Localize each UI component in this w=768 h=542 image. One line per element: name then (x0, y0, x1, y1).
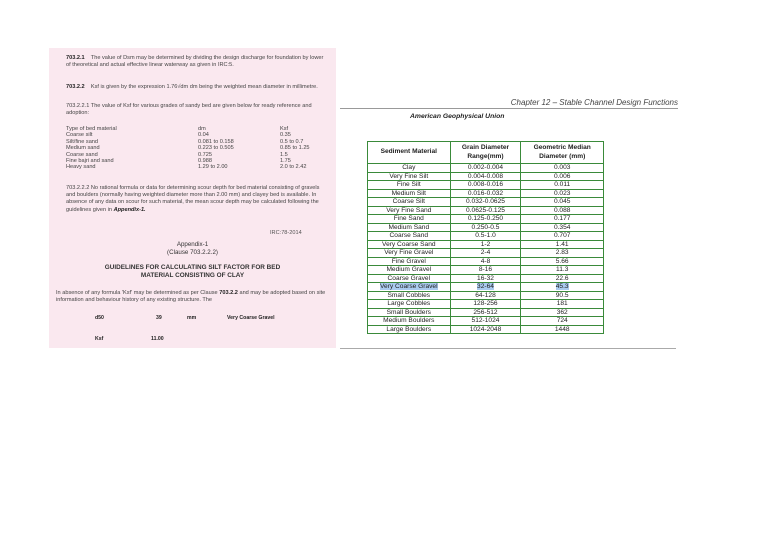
cell: 4-8 (450, 257, 521, 266)
cell: Coarse Gravel (368, 274, 451, 283)
cell: 1.5 (280, 151, 288, 158)
cell: Heavy sand (66, 164, 96, 171)
cell: 0.088 (521, 206, 604, 215)
cell: 1448 (521, 325, 604, 334)
cell: 2-4 (450, 249, 521, 258)
cell: 0.008-0.016 (450, 181, 521, 190)
table-row (368, 308, 604, 317)
cell: 724 (521, 317, 604, 326)
para-number: 703.2.2 (66, 84, 85, 90)
cell: Fine Gravel (368, 257, 451, 266)
cell: Small Boulders (368, 308, 451, 317)
appendix-title: Appendix-1 (176, 241, 209, 248)
appendix-clause: (Clause 703.2.2.2) (167, 248, 218, 256)
chapter-header: Chapter 12 – Stable Channel Design Functions (510, 98, 678, 107)
footer-rule (340, 348, 676, 349)
cell: 0.004-0.008 (450, 172, 521, 181)
para-number: 703.2.1 (66, 55, 85, 61)
cell: Medium sand (66, 145, 100, 152)
cell-highlighted: 45.3 (521, 283, 604, 292)
table-row (368, 206, 604, 215)
cell: 1.29 to 2.00 (198, 164, 228, 171)
header-cell: dm (198, 126, 206, 132)
table-row-highlighted (368, 283, 604, 292)
para-text: dm being the weighted mean diameter in millimetre. (189, 84, 318, 90)
table-row (368, 291, 604, 300)
table-row (368, 317, 604, 326)
cell: 128-256 (450, 300, 521, 309)
guidelines-line: MATERIAL CONSISTING OF CLAY (140, 272, 245, 279)
cell: Very Fine Sand (368, 206, 451, 215)
cell: 0.250-0.5 (450, 223, 521, 232)
table-row (368, 164, 604, 173)
agu-title: American Geophysical Union (410, 113, 505, 120)
appendix-text: In absence of any formula 'Ksf' may be determined as per Clause 703.2.2 and may be adopted based on site information and behaviour history of any existing structure. The (56, 290, 326, 304)
cell: Large Boulders (368, 325, 451, 334)
cell: 0.023 (521, 189, 604, 198)
para-703-2-2 (66, 84, 324, 91)
cell: 90.5 (521, 291, 604, 300)
guidelines-heading (49, 264, 336, 280)
cell: 0.35 (280, 132, 291, 139)
cell: 64-128 (450, 291, 521, 300)
table-row (368, 325, 604, 334)
cell: 0.5 to 0.7 (280, 138, 304, 145)
cell: 22.6 (521, 274, 604, 283)
cell: 0.081 to 0.158 (198, 138, 234, 145)
clause-ref: 703.2.2 (219, 290, 238, 296)
cell: 512-1024 (450, 317, 521, 326)
para-703-2-2-2: 703.2.2.2 No rational formula or data for determining scour depth for bed material consisting of gravels and boulders (normally having weighted diameter more than 2.00 mm) and clayey bed is available. In absence of any data on scour for such material, the mean scour depth may be calculated following the guidelines given in Appendix-1. (66, 185, 320, 213)
cell: Silt/fine sand (66, 138, 99, 145)
cell: Medium Sand (368, 223, 451, 232)
cell: 0.707 (521, 232, 604, 241)
cell: Small Cobbles (368, 291, 451, 300)
cell: Medium Silt (368, 189, 451, 198)
table-row (368, 300, 604, 309)
cell: 0.04 (198, 132, 209, 139)
table-row (368, 215, 604, 224)
cell: Fine bajri and sand (66, 157, 114, 164)
cell: 362 (521, 308, 604, 317)
cell: 0.016-0.032 (450, 189, 521, 198)
header-geometric-median: Geometric Median Diameter (mm) (521, 142, 604, 164)
cell: 0.223 to 0.505 (198, 145, 234, 152)
table-row (368, 172, 604, 181)
table-row (368, 232, 604, 241)
cell: 0.988 (198, 157, 212, 164)
cell: 181 (521, 300, 604, 309)
table-row (368, 189, 604, 198)
d50-value: 39 (156, 315, 162, 321)
cell: 0.354 (521, 223, 604, 232)
table-row (368, 249, 604, 258)
table-row (368, 223, 604, 232)
d50-label: d50 (95, 315, 104, 321)
table-header-row (368, 142, 604, 164)
para-text: Ksf is given by the expression (90, 84, 165, 90)
cell: Very Coarse Sand (368, 240, 451, 249)
cell: 8-16 (450, 266, 521, 275)
cell: 0.177 (521, 215, 604, 224)
cell: 0.006 (521, 172, 604, 181)
cell: 11.3 (521, 266, 604, 275)
para-703-2-1 (66, 55, 324, 69)
header-cell: Ksf (280, 126, 289, 132)
para-text: The value of Dsm may be determined by dividing the design discharge for foundation by lower of theoretical and actual effective linear waterway as given in IRC:5. (66, 55, 324, 69)
cell: 0.5-1.0 (450, 232, 521, 241)
cell: Large Cobbles (368, 300, 451, 309)
cell: 2.83 (521, 249, 604, 258)
guidelines-line: GUIDELINES FOR CALCULATING SILT FACTOR FOR BED (104, 264, 281, 271)
cell: 0.85 to 1.25 (280, 145, 310, 152)
cell: 0.0625-0.125 (450, 206, 521, 215)
cell: 0.045 (521, 198, 604, 207)
irc-reference-code: IRC:78-2014 (270, 230, 302, 236)
cell: 256-512 (450, 308, 521, 317)
d50-unit: mm (187, 315, 197, 321)
cell: 0.002-0.004 (450, 164, 521, 173)
cell: 16-32 (450, 274, 521, 283)
bed-material-table (66, 126, 316, 171)
cell: 2.0 to 2.42 (280, 164, 307, 171)
cell: Medium Gravel (368, 266, 451, 275)
sediment-classification-table (367, 141, 604, 334)
cell: Coarse Sand (368, 232, 451, 241)
cell: 0.725 (198, 151, 212, 158)
cell: 1.41 (521, 240, 604, 249)
ksf-value: 11.00 (151, 336, 164, 342)
table-row (368, 257, 604, 266)
header-rule (340, 108, 678, 109)
cell: 1-2 (450, 240, 521, 249)
cell: 0.032-0.0625 (450, 198, 521, 207)
table-row (368, 181, 604, 190)
table-row (368, 198, 604, 207)
cell: 0.125-0.250 (450, 215, 521, 224)
cell-highlighted: Very Coarse Gravel (368, 283, 451, 292)
cell: Very Fine Silt (368, 172, 451, 181)
d50-material: Very Coarse Gravel (227, 315, 275, 321)
appendix-link-text: Appendix-1. (113, 206, 146, 213)
cell: Coarse silt (66, 132, 93, 139)
formula: 1.76√dm (166, 84, 189, 90)
appendix-heading (49, 241, 336, 256)
cell: Fine Sand (368, 215, 451, 224)
cell: 1024-2048 (450, 325, 521, 334)
bed-table-row (66, 164, 316, 170)
cell-highlighted: 32-64 (450, 283, 521, 292)
cell: 0.011 (521, 181, 604, 190)
header-cell: Type of bed material (66, 126, 117, 132)
table-row (368, 274, 604, 283)
cell: Fine Silt (368, 181, 451, 190)
header-sediment-material: Sediment Material (368, 142, 451, 164)
cell: Very Fine Gravel (368, 249, 451, 258)
cell: Coarse sand (66, 151, 98, 158)
table-row (368, 240, 604, 249)
cell: Coarse Silt (368, 198, 451, 207)
cell: 5.66 (521, 257, 604, 266)
cell: Medium Boulders (368, 317, 451, 326)
cell: 1.75 (280, 157, 291, 164)
ksf-label: Ksf (95, 336, 104, 342)
cell: 0.003 (521, 164, 604, 173)
cell: Clay (368, 164, 451, 173)
table-row (368, 266, 604, 275)
header-grain-diameter: Grain Diameter Range(mm) (450, 142, 521, 164)
para-703-2-2-1: 703.2.2.1 The value of Ksf for various grades of sandy bed are given below for ready reference and adoption: (66, 103, 312, 117)
